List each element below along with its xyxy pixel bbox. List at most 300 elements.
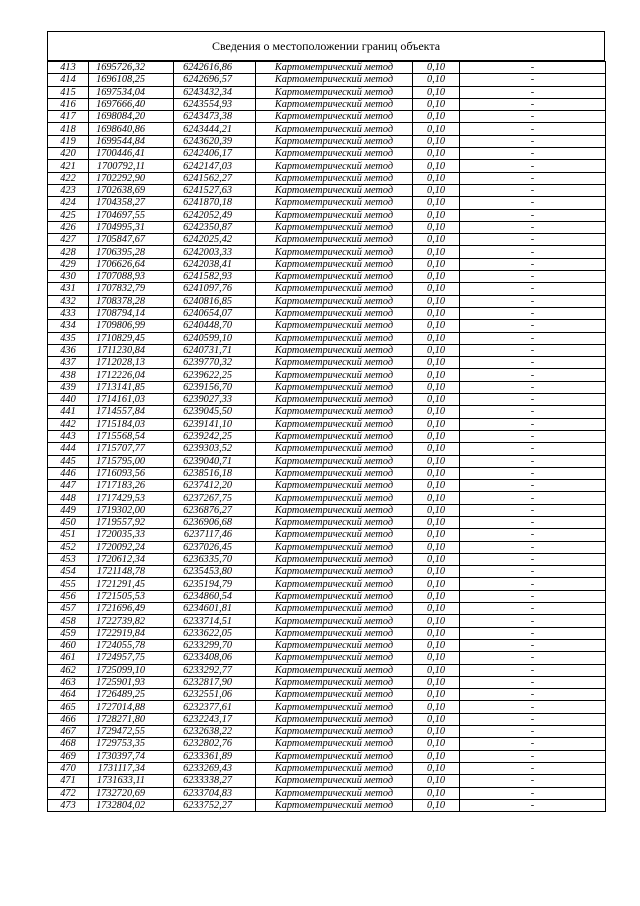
x-coordinate: 1726489,25 <box>89 689 174 701</box>
x-coordinate: 1729472,55 <box>89 726 174 738</box>
x-coordinate: 1706626,64 <box>89 258 174 270</box>
method-cell: Картометрический метод <box>256 357 413 369</box>
table-row <box>48 615 606 627</box>
method-cell: Картометрический метод <box>256 516 413 528</box>
point-number: 444 <box>48 443 89 455</box>
table-row <box>48 664 606 676</box>
method-cell: Картометрический метод <box>256 320 413 332</box>
method-cell: Картометрический метод <box>256 590 413 602</box>
description-cell: - <box>460 62 606 74</box>
method-cell: Картометрический метод <box>256 234 413 246</box>
accuracy-cell: 0,10 <box>413 738 460 750</box>
description-cell: - <box>460 418 606 430</box>
point-number: 442 <box>48 418 89 430</box>
point-number: 463 <box>48 676 89 688</box>
accuracy-cell: 0,10 <box>413 98 460 110</box>
section-header <box>47 31 605 61</box>
table-row <box>48 418 606 430</box>
accuracy-cell: 0,10 <box>413 553 460 565</box>
method-cell: Картометрический метод <box>256 62 413 74</box>
x-coordinate: 1730397,74 <box>89 750 174 762</box>
table-row <box>48 504 606 516</box>
x-coordinate: 1721291,45 <box>89 578 174 590</box>
accuracy-cell: 0,10 <box>413 332 460 344</box>
description-cell: - <box>460 455 606 467</box>
point-number: 460 <box>48 639 89 651</box>
table-row <box>48 590 606 602</box>
method-cell: Картометрический метод <box>256 74 413 86</box>
x-coordinate: 1699544,84 <box>89 135 174 147</box>
description-cell: - <box>460 738 606 750</box>
description-cell: - <box>460 271 606 283</box>
x-coordinate: 1698640,86 <box>89 123 174 135</box>
method-cell: Картометрический метод <box>256 541 413 553</box>
method-cell: Картометрический метод <box>256 578 413 590</box>
table-row <box>48 332 606 344</box>
table-row <box>48 209 606 221</box>
table-row <box>48 320 606 332</box>
y-coordinate: 6237412,20 <box>174 480 256 492</box>
y-coordinate: 6240599,10 <box>174 332 256 344</box>
x-coordinate: 1728271,80 <box>89 713 174 725</box>
method-cell: Картометрический метод <box>256 135 413 147</box>
accuracy-cell: 0,10 <box>413 221 460 233</box>
point-number: 429 <box>48 258 89 270</box>
y-coordinate: 6242025,42 <box>174 234 256 246</box>
method-cell: Картометрический метод <box>256 86 413 98</box>
table-row <box>48 799 606 811</box>
description-cell: - <box>460 332 606 344</box>
point-number: 453 <box>48 553 89 565</box>
method-cell: Картометрический метод <box>256 148 413 160</box>
table-row <box>48 726 606 738</box>
x-coordinate: 1708794,14 <box>89 307 174 319</box>
y-coordinate: 6242696,57 <box>174 74 256 86</box>
method-cell: Картометрический метод <box>256 467 413 479</box>
x-coordinate: 1721696,49 <box>89 603 174 615</box>
point-number: 437 <box>48 357 89 369</box>
y-coordinate: 6233338,27 <box>174 775 256 787</box>
description-cell: - <box>460 467 606 479</box>
coordinates-table <box>47 61 606 812</box>
table-row <box>48 578 606 590</box>
method-cell: Картометрический метод <box>256 295 413 307</box>
accuracy-cell: 0,10 <box>413 197 460 209</box>
method-cell: Картометрический метод <box>256 172 413 184</box>
accuracy-cell: 0,10 <box>413 701 460 713</box>
description-cell: - <box>460 627 606 639</box>
point-number: 433 <box>48 307 89 319</box>
description-cell: - <box>460 86 606 98</box>
description-cell: - <box>460 566 606 578</box>
description-cell: - <box>460 258 606 270</box>
method-cell: Картометрический метод <box>256 209 413 221</box>
accuracy-cell: 0,10 <box>413 184 460 196</box>
x-coordinate: 1695726,32 <box>89 62 174 74</box>
description-cell: - <box>460 98 606 110</box>
table-row <box>48 184 606 196</box>
y-coordinate: 6237117,46 <box>174 529 256 541</box>
point-number: 461 <box>48 652 89 664</box>
description-cell: - <box>460 787 606 799</box>
point-number: 471 <box>48 775 89 787</box>
y-coordinate: 6233714,51 <box>174 615 256 627</box>
y-coordinate: 6235194,79 <box>174 578 256 590</box>
accuracy-cell: 0,10 <box>413 467 460 479</box>
point-number: 425 <box>48 209 89 221</box>
accuracy-cell: 0,10 <box>413 234 460 246</box>
y-coordinate: 6239770,32 <box>174 357 256 369</box>
point-number: 456 <box>48 590 89 602</box>
accuracy-cell: 0,10 <box>413 652 460 664</box>
method-cell: Картометрический метод <box>256 775 413 787</box>
description-cell: - <box>460 701 606 713</box>
y-coordinate: 6232377,61 <box>174 701 256 713</box>
table-row <box>48 529 606 541</box>
y-coordinate: 6242038,41 <box>174 258 256 270</box>
table-row <box>48 713 606 725</box>
accuracy-cell: 0,10 <box>413 344 460 356</box>
table-row <box>48 295 606 307</box>
method-cell: Картометрический метод <box>256 701 413 713</box>
accuracy-cell: 0,10 <box>413 74 460 86</box>
accuracy-cell: 0,10 <box>413 775 460 787</box>
description-cell: - <box>460 578 606 590</box>
description-cell: - <box>460 172 606 184</box>
description-cell: - <box>460 197 606 209</box>
y-coordinate: 6242147,03 <box>174 160 256 172</box>
x-coordinate: 1700446,41 <box>89 148 174 160</box>
point-number: 428 <box>48 246 89 258</box>
point-number: 449 <box>48 504 89 516</box>
x-coordinate: 1707088,93 <box>89 271 174 283</box>
accuracy-cell: 0,10 <box>413 603 460 615</box>
method-cell: Картометрический метод <box>256 443 413 455</box>
point-number: 464 <box>48 689 89 701</box>
accuracy-cell: 0,10 <box>413 172 460 184</box>
table-row <box>48 541 606 553</box>
x-coordinate: 1721148,78 <box>89 566 174 578</box>
y-coordinate: 6242350,87 <box>174 221 256 233</box>
y-coordinate: 6236876,27 <box>174 504 256 516</box>
method-cell: Картометрический метод <box>256 307 413 319</box>
y-coordinate: 6241562,27 <box>174 172 256 184</box>
table-row <box>48 221 606 233</box>
y-coordinate: 6240816,85 <box>174 295 256 307</box>
table-row <box>48 197 606 209</box>
description-cell: - <box>460 209 606 221</box>
method-cell: Картометрический метод <box>256 664 413 676</box>
y-coordinate: 6233299,70 <box>174 639 256 651</box>
point-number: 473 <box>48 799 89 811</box>
document-page <box>47 31 605 812</box>
table-row <box>48 394 606 406</box>
accuracy-cell: 0,10 <box>413 713 460 725</box>
y-coordinate: 6243473,38 <box>174 111 256 123</box>
accuracy-cell: 0,10 <box>413 750 460 762</box>
y-coordinate: 6243444,21 <box>174 123 256 135</box>
description-cell: - <box>460 664 606 676</box>
method-cell: Картометрический метод <box>256 652 413 664</box>
method-cell: Картометрический метод <box>256 271 413 283</box>
y-coordinate: 6243554,93 <box>174 98 256 110</box>
table-row <box>48 775 606 787</box>
accuracy-cell: 0,10 <box>413 320 460 332</box>
x-coordinate: 1697534,04 <box>89 86 174 98</box>
y-coordinate: 6239045,50 <box>174 406 256 418</box>
accuracy-cell: 0,10 <box>413 455 460 467</box>
table-row <box>48 369 606 381</box>
description-cell: - <box>460 148 606 160</box>
x-coordinate: 1696108,25 <box>89 74 174 86</box>
x-coordinate: 1720612,34 <box>89 553 174 565</box>
method-cell: Картометрический метод <box>256 627 413 639</box>
point-number: 457 <box>48 603 89 615</box>
y-coordinate: 6239156,70 <box>174 381 256 393</box>
x-coordinate: 1715707,77 <box>89 443 174 455</box>
description-cell: - <box>460 184 606 196</box>
table-row <box>48 74 606 86</box>
description-cell: - <box>460 676 606 688</box>
description-cell: - <box>460 357 606 369</box>
point-number: 454 <box>48 566 89 578</box>
y-coordinate: 6239242,25 <box>174 430 256 442</box>
table-row <box>48 787 606 799</box>
accuracy-cell: 0,10 <box>413 369 460 381</box>
x-coordinate: 1698084,20 <box>89 111 174 123</box>
method-cell: Картометрический метод <box>256 689 413 701</box>
x-coordinate: 1712028,13 <box>89 357 174 369</box>
point-number: 422 <box>48 172 89 184</box>
x-coordinate: 1704697,55 <box>89 209 174 221</box>
y-coordinate: 6239040,71 <box>174 455 256 467</box>
y-coordinate: 6232243,17 <box>174 713 256 725</box>
x-coordinate: 1720092,24 <box>89 541 174 553</box>
description-cell: - <box>460 246 606 258</box>
y-coordinate: 6241870,18 <box>174 197 256 209</box>
description-cell: - <box>460 775 606 787</box>
description-cell: - <box>460 541 606 553</box>
x-coordinate: 1714161,03 <box>89 394 174 406</box>
accuracy-cell: 0,10 <box>413 62 460 74</box>
point-number: 443 <box>48 430 89 442</box>
accuracy-cell: 0,10 <box>413 148 460 160</box>
x-coordinate: 1722739,82 <box>89 615 174 627</box>
y-coordinate: 6237267,75 <box>174 492 256 504</box>
y-coordinate: 6241527,63 <box>174 184 256 196</box>
accuracy-cell: 0,10 <box>413 418 460 430</box>
method-cell: Картометрический метод <box>256 283 413 295</box>
point-number: 465 <box>48 701 89 713</box>
accuracy-cell: 0,10 <box>413 135 460 147</box>
accuracy-cell: 0,10 <box>413 381 460 393</box>
table-row <box>48 86 606 98</box>
y-coordinate: 6242406,17 <box>174 148 256 160</box>
x-coordinate: 1707832,79 <box>89 283 174 295</box>
description-cell: - <box>460 394 606 406</box>
x-coordinate: 1714557,84 <box>89 406 174 418</box>
table-row <box>48 160 606 172</box>
y-coordinate: 6237026,45 <box>174 541 256 553</box>
table-row <box>48 148 606 160</box>
accuracy-cell: 0,10 <box>413 615 460 627</box>
accuracy-cell: 0,10 <box>413 578 460 590</box>
x-coordinate: 1721505,53 <box>89 590 174 602</box>
description-cell: - <box>460 504 606 516</box>
table-row <box>48 443 606 455</box>
method-cell: Картометрический метод <box>256 492 413 504</box>
method-cell: Картометрический метод <box>256 430 413 442</box>
description-cell: - <box>460 762 606 774</box>
point-number: 455 <box>48 578 89 590</box>
point-number: 430 <box>48 271 89 283</box>
accuracy-cell: 0,10 <box>413 529 460 541</box>
point-number: 432 <box>48 295 89 307</box>
method-cell: Картометрический метод <box>256 221 413 233</box>
method-cell: Картометрический метод <box>256 529 413 541</box>
x-coordinate: 1706395,28 <box>89 246 174 258</box>
accuracy-cell: 0,10 <box>413 271 460 283</box>
method-cell: Картометрический метод <box>256 344 413 356</box>
point-number: 469 <box>48 750 89 762</box>
table-row <box>48 627 606 639</box>
point-number: 445 <box>48 455 89 467</box>
y-coordinate: 6239622,25 <box>174 369 256 381</box>
table-row <box>48 553 606 565</box>
table-row <box>48 357 606 369</box>
method-cell: Картометрический метод <box>256 381 413 393</box>
method-cell: Картометрический метод <box>256 418 413 430</box>
description-cell: - <box>460 652 606 664</box>
y-coordinate: 6233292,77 <box>174 664 256 676</box>
y-coordinate: 6233269,43 <box>174 762 256 774</box>
accuracy-cell: 0,10 <box>413 283 460 295</box>
x-coordinate: 1731633,11 <box>89 775 174 787</box>
point-number: 414 <box>48 74 89 86</box>
method-cell: Картометрический метод <box>256 111 413 123</box>
description-cell: - <box>460 443 606 455</box>
method-cell: Картометрический метод <box>256 160 413 172</box>
x-coordinate: 1710829,45 <box>89 332 174 344</box>
accuracy-cell: 0,10 <box>413 123 460 135</box>
table-row <box>48 455 606 467</box>
x-coordinate: 1724055,78 <box>89 639 174 651</box>
method-cell: Картометрический метод <box>256 639 413 651</box>
y-coordinate: 6241582,93 <box>174 271 256 283</box>
table-row <box>48 307 606 319</box>
point-number: 421 <box>48 160 89 172</box>
y-coordinate: 6232638,22 <box>174 726 256 738</box>
description-cell: - <box>460 111 606 123</box>
point-number: 436 <box>48 344 89 356</box>
x-coordinate: 1704358,27 <box>89 197 174 209</box>
x-coordinate: 1724957,75 <box>89 652 174 664</box>
point-number: 438 <box>48 369 89 381</box>
method-cell: Картометрический метод <box>256 246 413 258</box>
point-number: 450 <box>48 516 89 528</box>
description-cell: - <box>460 295 606 307</box>
coordinates-table-body <box>48 62 606 812</box>
method-cell: Картометрический метод <box>256 726 413 738</box>
table-row <box>48 652 606 664</box>
method-cell: Картометрический метод <box>256 762 413 774</box>
method-cell: Картометрический метод <box>256 553 413 565</box>
accuracy-cell: 0,10 <box>413 566 460 578</box>
description-cell: - <box>460 369 606 381</box>
point-number: 441 <box>48 406 89 418</box>
table-row <box>48 492 606 504</box>
point-number: 426 <box>48 221 89 233</box>
x-coordinate: 1704995,31 <box>89 221 174 233</box>
point-number: 427 <box>48 234 89 246</box>
table-row <box>48 676 606 688</box>
point-number: 458 <box>48 615 89 627</box>
description-cell: - <box>460 430 606 442</box>
description-cell: - <box>460 160 606 172</box>
accuracy-cell: 0,10 <box>413 639 460 651</box>
accuracy-cell: 0,10 <box>413 689 460 701</box>
table-row <box>48 603 606 615</box>
point-number: 462 <box>48 664 89 676</box>
point-number: 423 <box>48 184 89 196</box>
accuracy-cell: 0,10 <box>413 799 460 811</box>
y-coordinate: 6239141,10 <box>174 418 256 430</box>
y-coordinate: 6240654,07 <box>174 307 256 319</box>
description-cell: - <box>460 750 606 762</box>
x-coordinate: 1708378,28 <box>89 295 174 307</box>
point-number: 451 <box>48 529 89 541</box>
x-coordinate: 1709806,99 <box>89 320 174 332</box>
description-cell: - <box>460 406 606 418</box>
y-coordinate: 6232551,06 <box>174 689 256 701</box>
accuracy-cell: 0,10 <box>413 590 460 602</box>
description-cell: - <box>460 307 606 319</box>
description-cell: - <box>460 234 606 246</box>
description-cell: - <box>460 492 606 504</box>
method-cell: Картометрический метод <box>256 369 413 381</box>
description-cell: - <box>460 590 606 602</box>
x-coordinate: 1725099,10 <box>89 664 174 676</box>
accuracy-cell: 0,10 <box>413 492 460 504</box>
x-coordinate: 1715184,03 <box>89 418 174 430</box>
table-row <box>48 283 606 295</box>
table-row <box>48 750 606 762</box>
method-cell: Картометрический метод <box>256 98 413 110</box>
point-number: 447 <box>48 480 89 492</box>
point-number: 413 <box>48 62 89 74</box>
point-number: 467 <box>48 726 89 738</box>
accuracy-cell: 0,10 <box>413 627 460 639</box>
description-cell: - <box>460 381 606 393</box>
accuracy-cell: 0,10 <box>413 762 460 774</box>
accuracy-cell: 0,10 <box>413 307 460 319</box>
table-row <box>48 381 606 393</box>
table-row <box>48 98 606 110</box>
method-cell: Картометрический метод <box>256 480 413 492</box>
x-coordinate: 1717429,53 <box>89 492 174 504</box>
table-row <box>48 123 606 135</box>
y-coordinate: 6243620,39 <box>174 135 256 147</box>
point-number: 468 <box>48 738 89 750</box>
method-cell: Картометрический метод <box>256 394 413 406</box>
x-coordinate: 1717183,26 <box>89 480 174 492</box>
x-coordinate: 1731117,34 <box>89 762 174 774</box>
y-coordinate: 6235453,80 <box>174 566 256 578</box>
method-cell: Картометрический метод <box>256 750 413 762</box>
description-cell: - <box>460 480 606 492</box>
table-row <box>48 246 606 258</box>
table-row <box>48 135 606 147</box>
